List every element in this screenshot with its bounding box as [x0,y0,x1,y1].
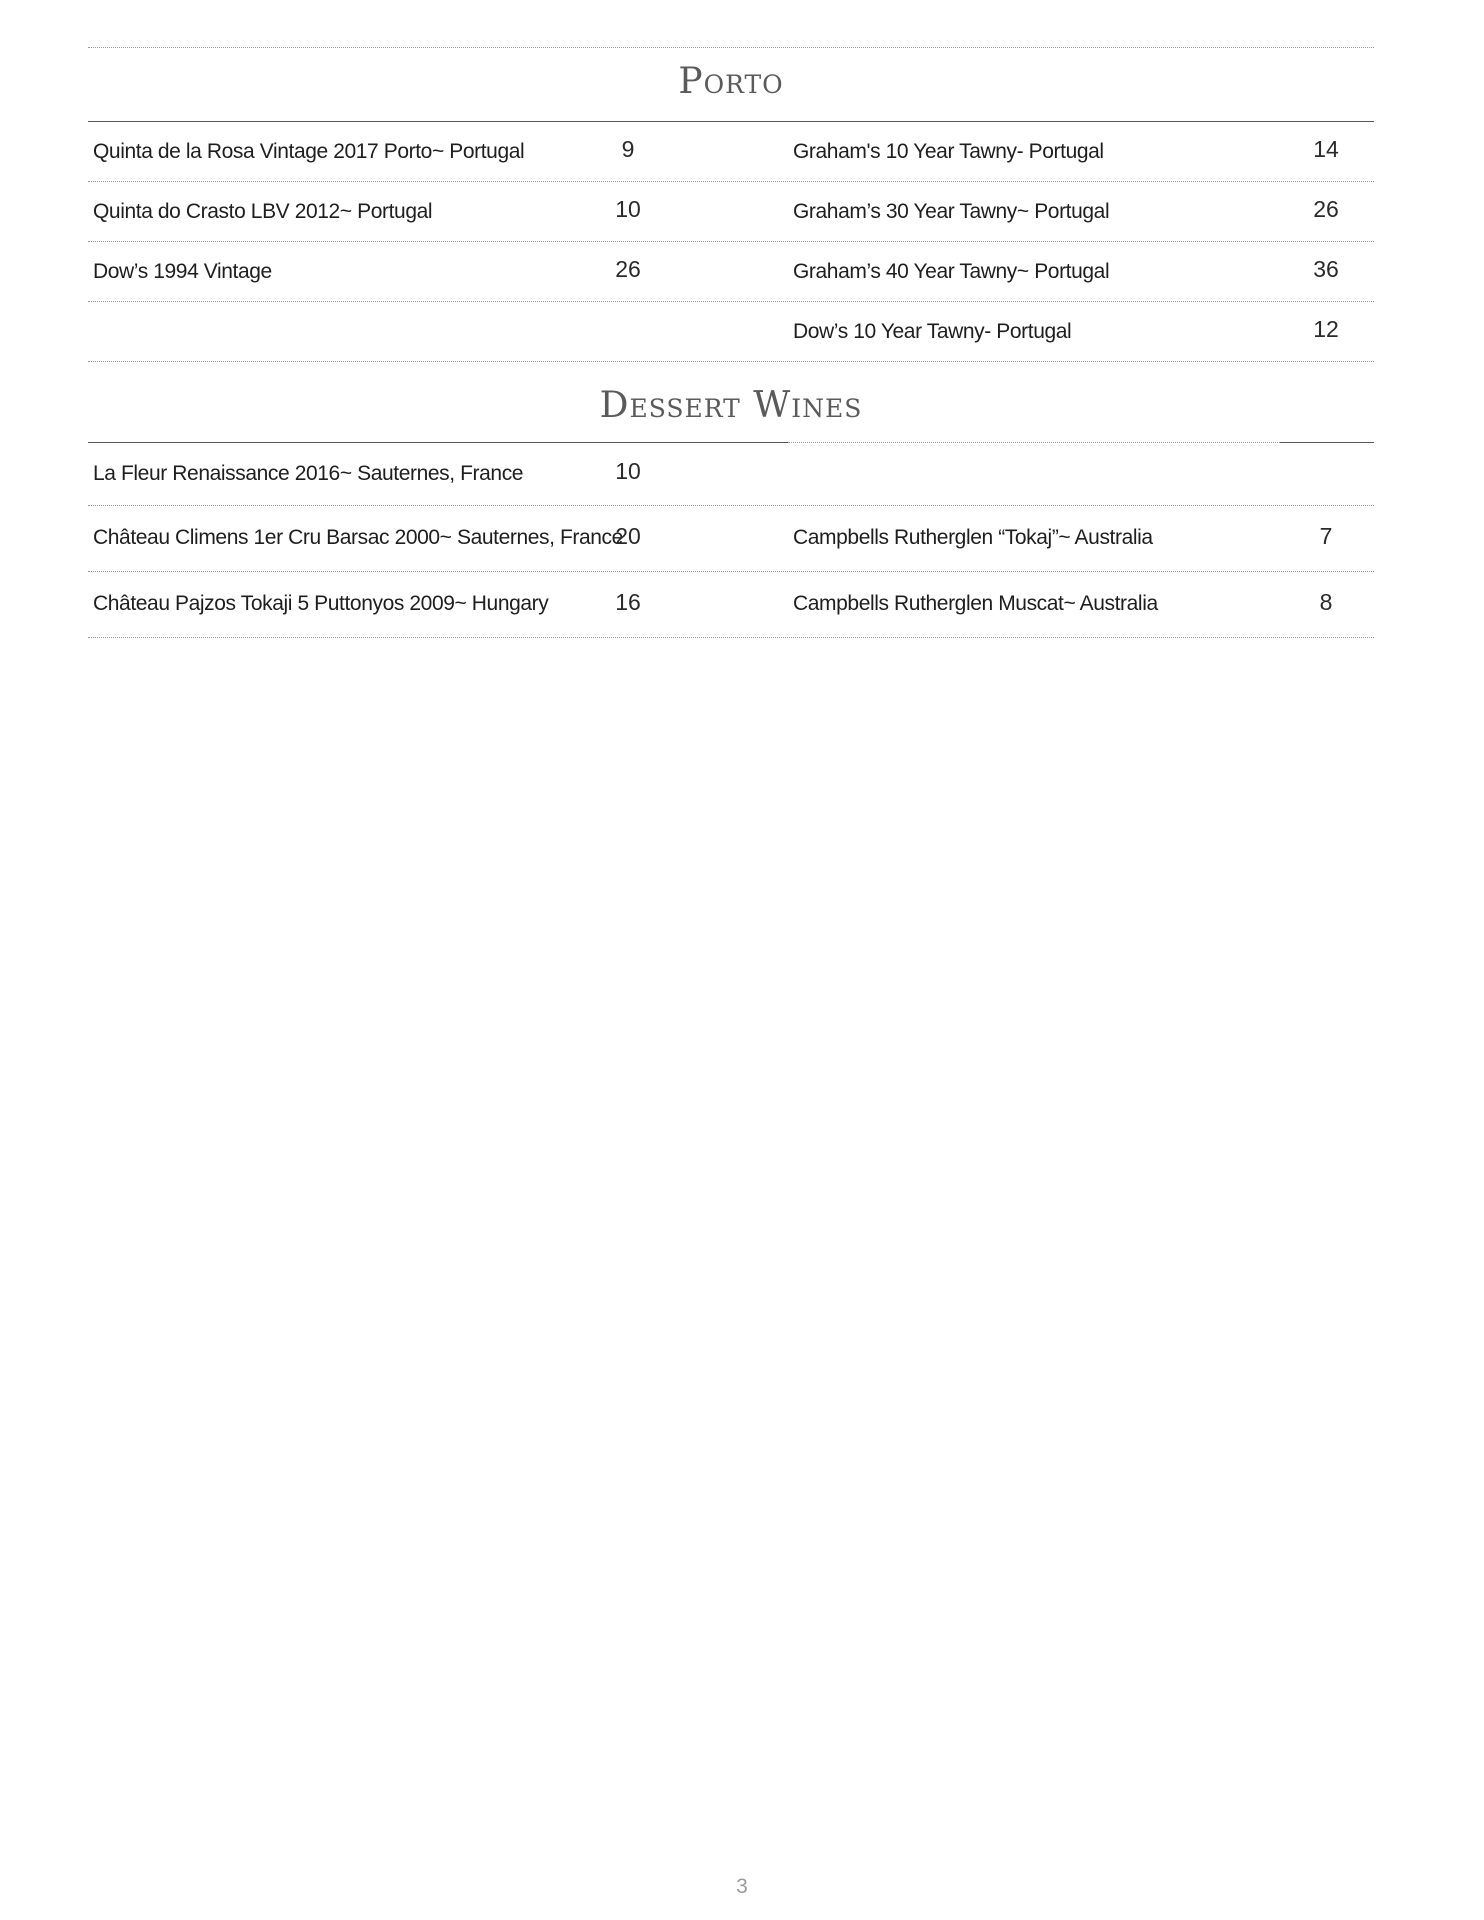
wine-name: Quinta do Crasto LBV 2012~ Portugal [93,200,433,223]
wine-price: 26 [615,256,641,282]
wine-name: Château Pajzos Tokaji 5 Puttonyos 2009~ Hungary [93,592,549,615]
wine-name: Campbells Rutherglen Muscat~ Australia [793,592,1158,615]
wine-name: La Fleur Renaissance 2016~ Sauternes, France [93,462,524,485]
top-divider [88,47,1374,48]
table-row [88,122,1374,181]
porto-rows [88,122,1374,362]
wine-name: Graham's 10 Year Tawny- Portugal [793,140,1104,163]
wine-price: 26 [1313,196,1339,222]
row-divider [88,637,1374,638]
table-row [88,506,1374,571]
wine-name: Graham’s 40 Year Tawny~ Portugal [793,260,1110,283]
section-title-porto: Porto [678,61,784,102]
wine-name: Quinta de la Rosa Vintage 2017 Porto~ Portugal [93,140,525,163]
wine-price: 7 [1319,523,1333,549]
wine-name: Dow’s 10 Year Tawny- Portugal [793,320,1072,343]
wine-price: 36 [1313,256,1339,282]
wine-price: 8 [1319,589,1333,615]
wine-price: 10 [615,196,641,222]
section-rule-left [88,442,788,443]
wine-price: 14 [1313,136,1339,162]
section-rule-middle [788,442,1280,443]
table-row [88,182,1374,241]
wine-price: 20 [615,523,641,549]
wine-name: Château Climens 1er Cru Barsac 2000~ Sauternes, France [93,526,623,549]
wine-price: 10 [615,458,641,484]
wine-price: 16 [615,589,641,615]
table-row [88,302,1374,361]
table-row [88,444,1374,505]
wine-name: Dow’s 1994 Vintage [93,260,272,283]
table-row [88,572,1374,637]
row-divider [88,361,1374,362]
wine-name: Campbells Rutherglen “Tokaj”~ Australia [793,526,1153,549]
page-number: 3 [736,1875,748,1898]
table-row [88,242,1374,301]
wine-price: 12 [1313,316,1339,342]
wine-price: 9 [621,136,635,162]
section-title-dessert-wines: Dessert Wines [599,385,863,426]
dessert-rows [88,444,1374,638]
section-rule-right [1280,442,1374,443]
wine-name: Graham’s 30 Year Tawny~ Portugal [793,200,1110,223]
